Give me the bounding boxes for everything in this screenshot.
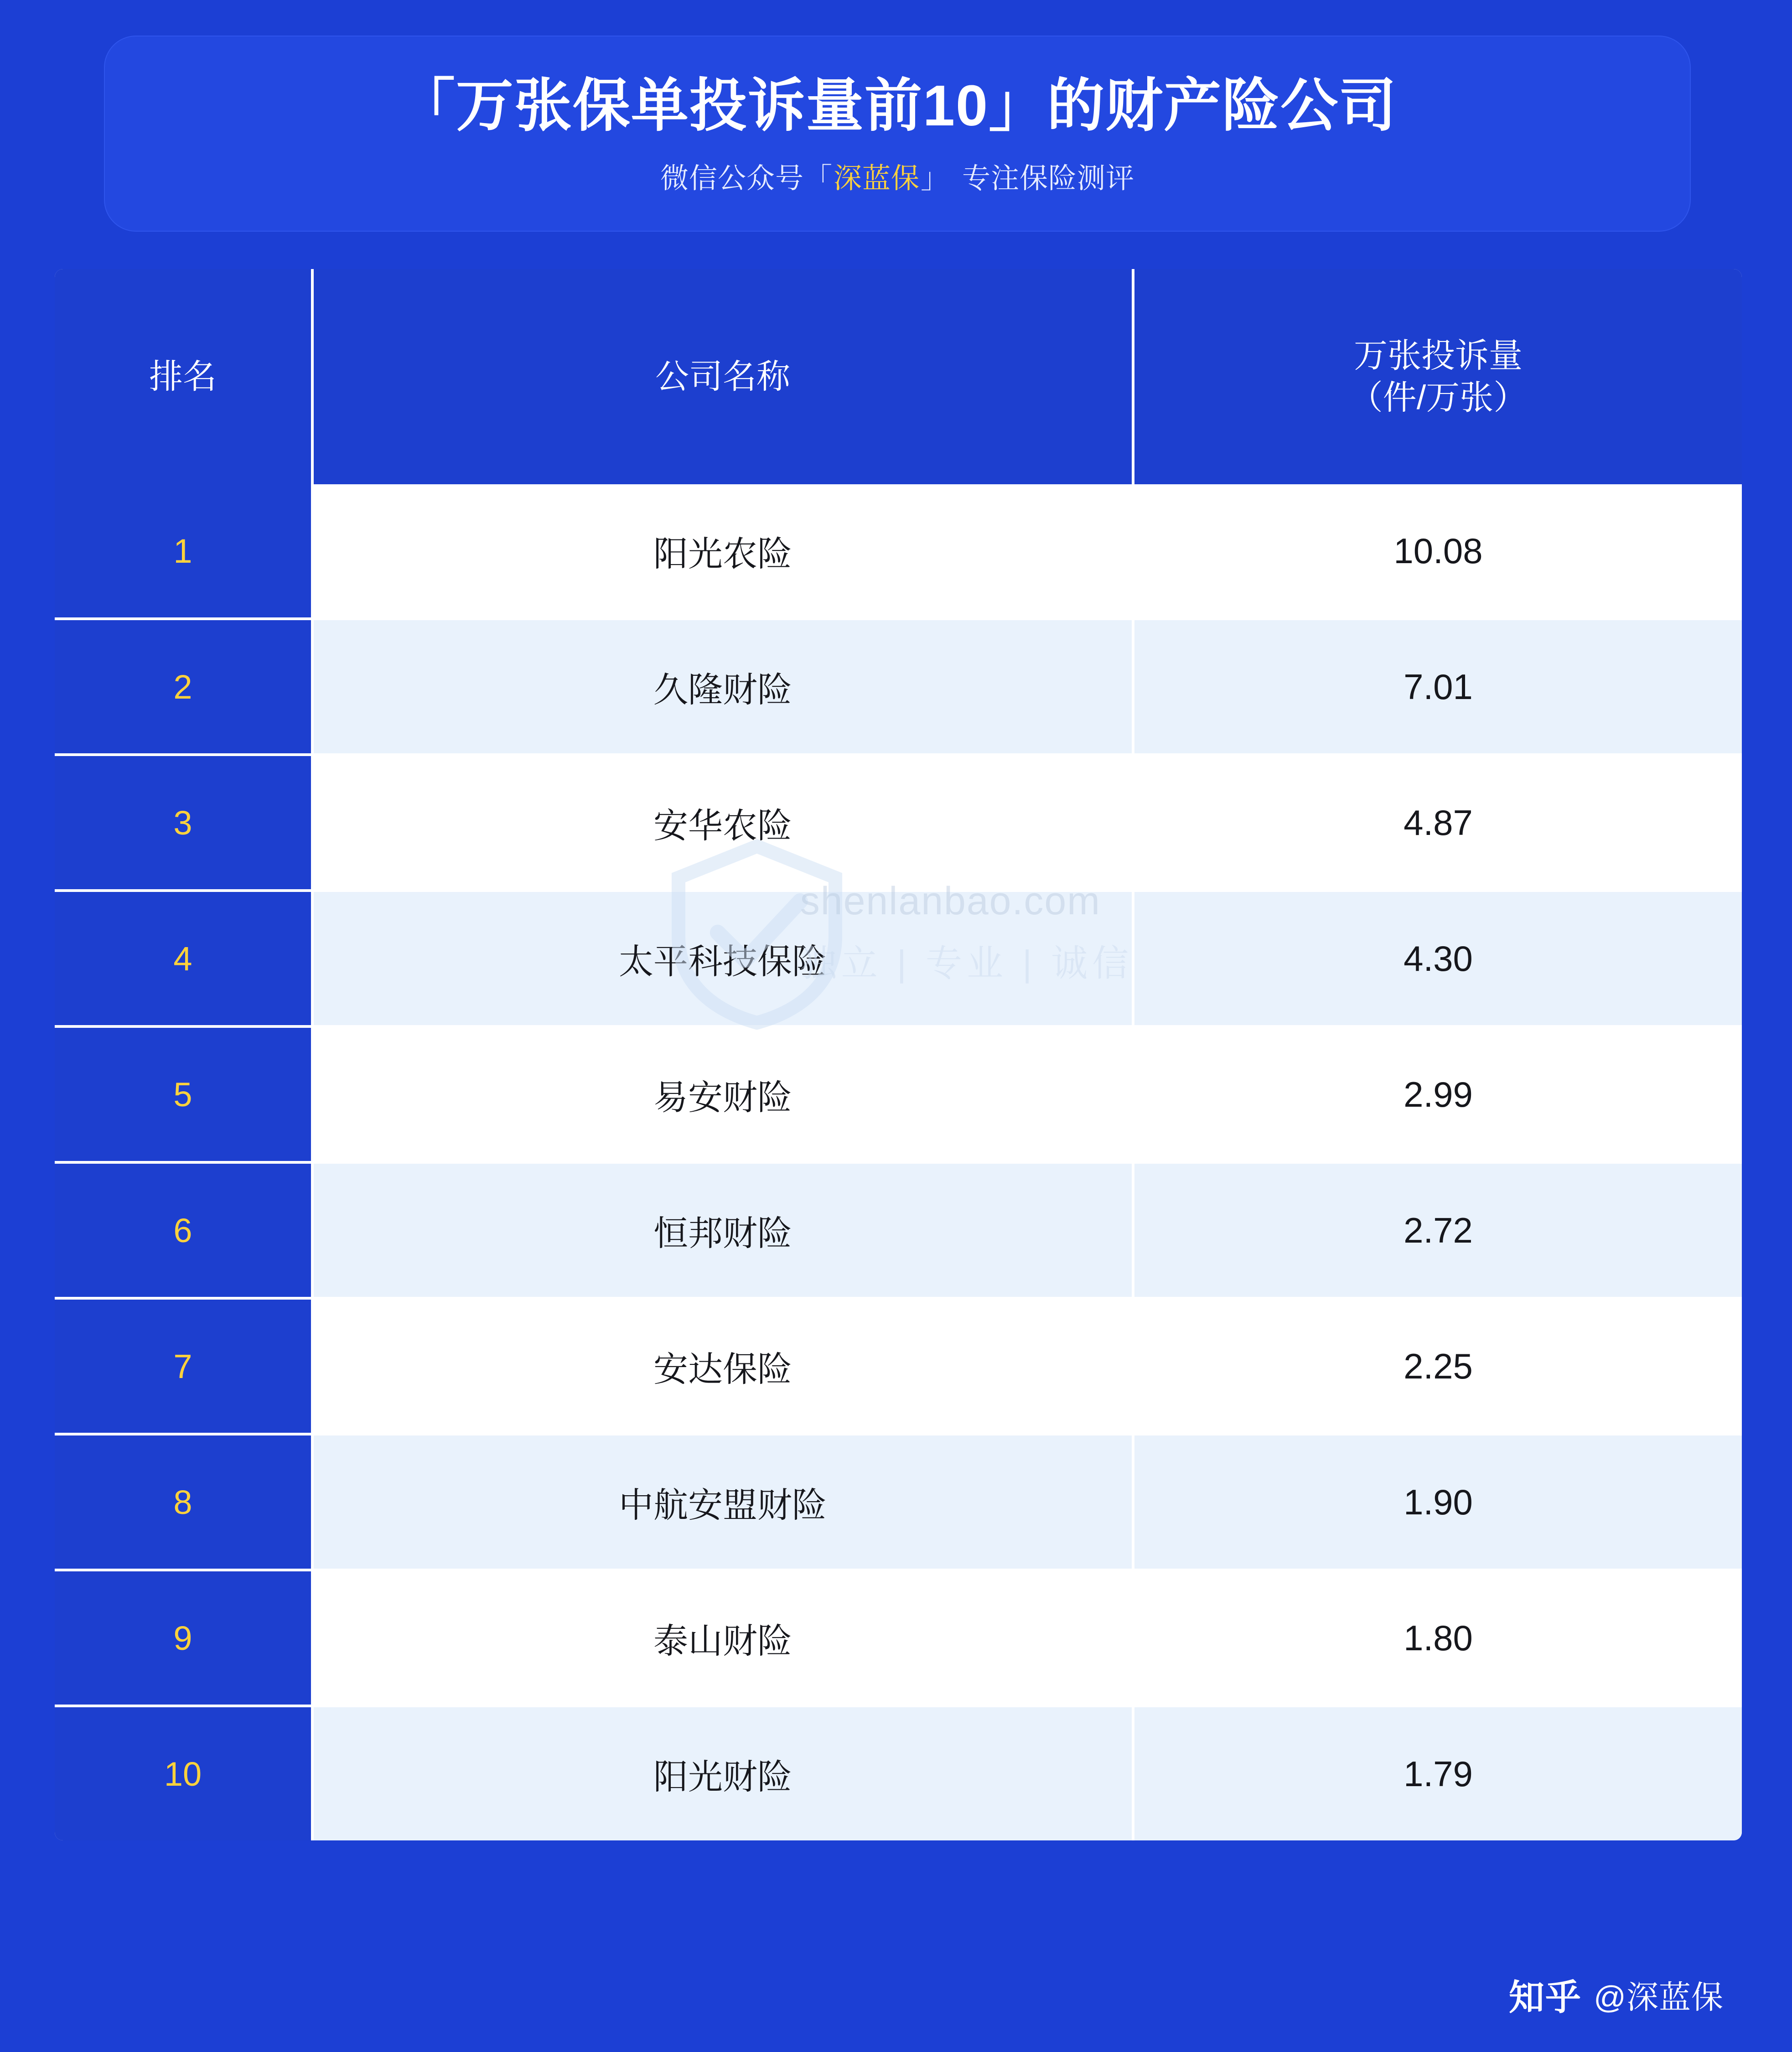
complaint-rate: 1.90 [1133,1434,1742,1570]
column-header-value-line1: 万张投诉量 [1354,336,1523,374]
rank-value: 9 [55,1570,312,1706]
watermark-domain: shenlanbao.com [800,879,1101,923]
complaint-rate: 4.87 [1133,755,1742,891]
rank-value: 1 [55,484,312,619]
rank-value: 7 [55,1298,312,1434]
zhihu-logo: 知乎 [1508,1977,1582,2017]
company-name: 阳光财险 [312,1706,1133,1840]
table-row [55,755,1742,891]
company-name: 太平科技保险 [312,891,1133,1026]
table-header-row [55,269,1742,484]
complaint-rate: 1.79 [1133,1706,1742,1840]
table-row [55,1298,1742,1434]
subtitle-mid: 」 [921,163,950,195]
rank-value: 3 [55,755,312,891]
rank-value: 6 [55,1162,312,1298]
company-name: 久隆财险 [312,619,1133,755]
table-row [55,1434,1742,1570]
rank-value: 8 [55,1434,312,1570]
rank-value: 10 [55,1706,312,1840]
company-name: 中航安盟财险 [312,1434,1133,1570]
subtitle-prefix: 微信公众号「 [660,163,833,195]
complaint-rate: 10.08 [1133,484,1742,619]
column-header-company: 公司名称 [312,269,1133,484]
header-card [104,36,1691,232]
complaint-rate: 2.99 [1133,1026,1742,1162]
ranking-table [55,269,1742,1840]
table-header [55,269,1742,484]
table-row [55,1026,1742,1162]
table-row [55,891,1742,1026]
company-name: 阳光农险 [312,484,1133,619]
table-body [55,484,1742,1840]
header-subtitle [660,155,1134,196]
complaint-rate: 1.80 [1133,1570,1742,1706]
brand-name: 深蓝保 [833,163,920,195]
table-row [55,1162,1742,1298]
table-row [55,619,1742,755]
subtitle-suffix: 专注保险测评 [962,163,1135,195]
table-row [55,1706,1742,1840]
company-name: 安华农险 [312,755,1133,891]
table-row [55,1570,1742,1706]
footer-attribution [1509,1969,1724,2020]
complaint-rate: 2.25 [1133,1298,1742,1434]
complaint-rate: 7.01 [1133,619,1742,755]
page-title: 「万张保单投诉量前10」的财产险公司 [397,73,1398,138]
watermark-slogan: 独立 | 专业 | 诚信 [800,943,1134,984]
column-header-value [1133,269,1742,484]
company-name: 安达保险 [312,1298,1133,1434]
ranking-table-container [55,269,1742,1840]
complaint-rate: 4.30 [1133,891,1742,1026]
table-row [55,484,1742,619]
column-header-rank: 排名 [55,269,312,484]
rank-value: 2 [55,619,312,755]
rank-value: 4 [55,891,312,1026]
company-name: 恒邦财险 [312,1162,1133,1298]
company-name: 泰山财险 [312,1570,1133,1706]
rank-value: 5 [55,1026,312,1162]
column-header-value-line2: （件/万张） [1349,378,1528,416]
footer-username: @深蓝保 [1593,1979,1724,2015]
complaint-rate: 2.72 [1133,1162,1742,1298]
company-name: 易安财险 [312,1026,1133,1162]
